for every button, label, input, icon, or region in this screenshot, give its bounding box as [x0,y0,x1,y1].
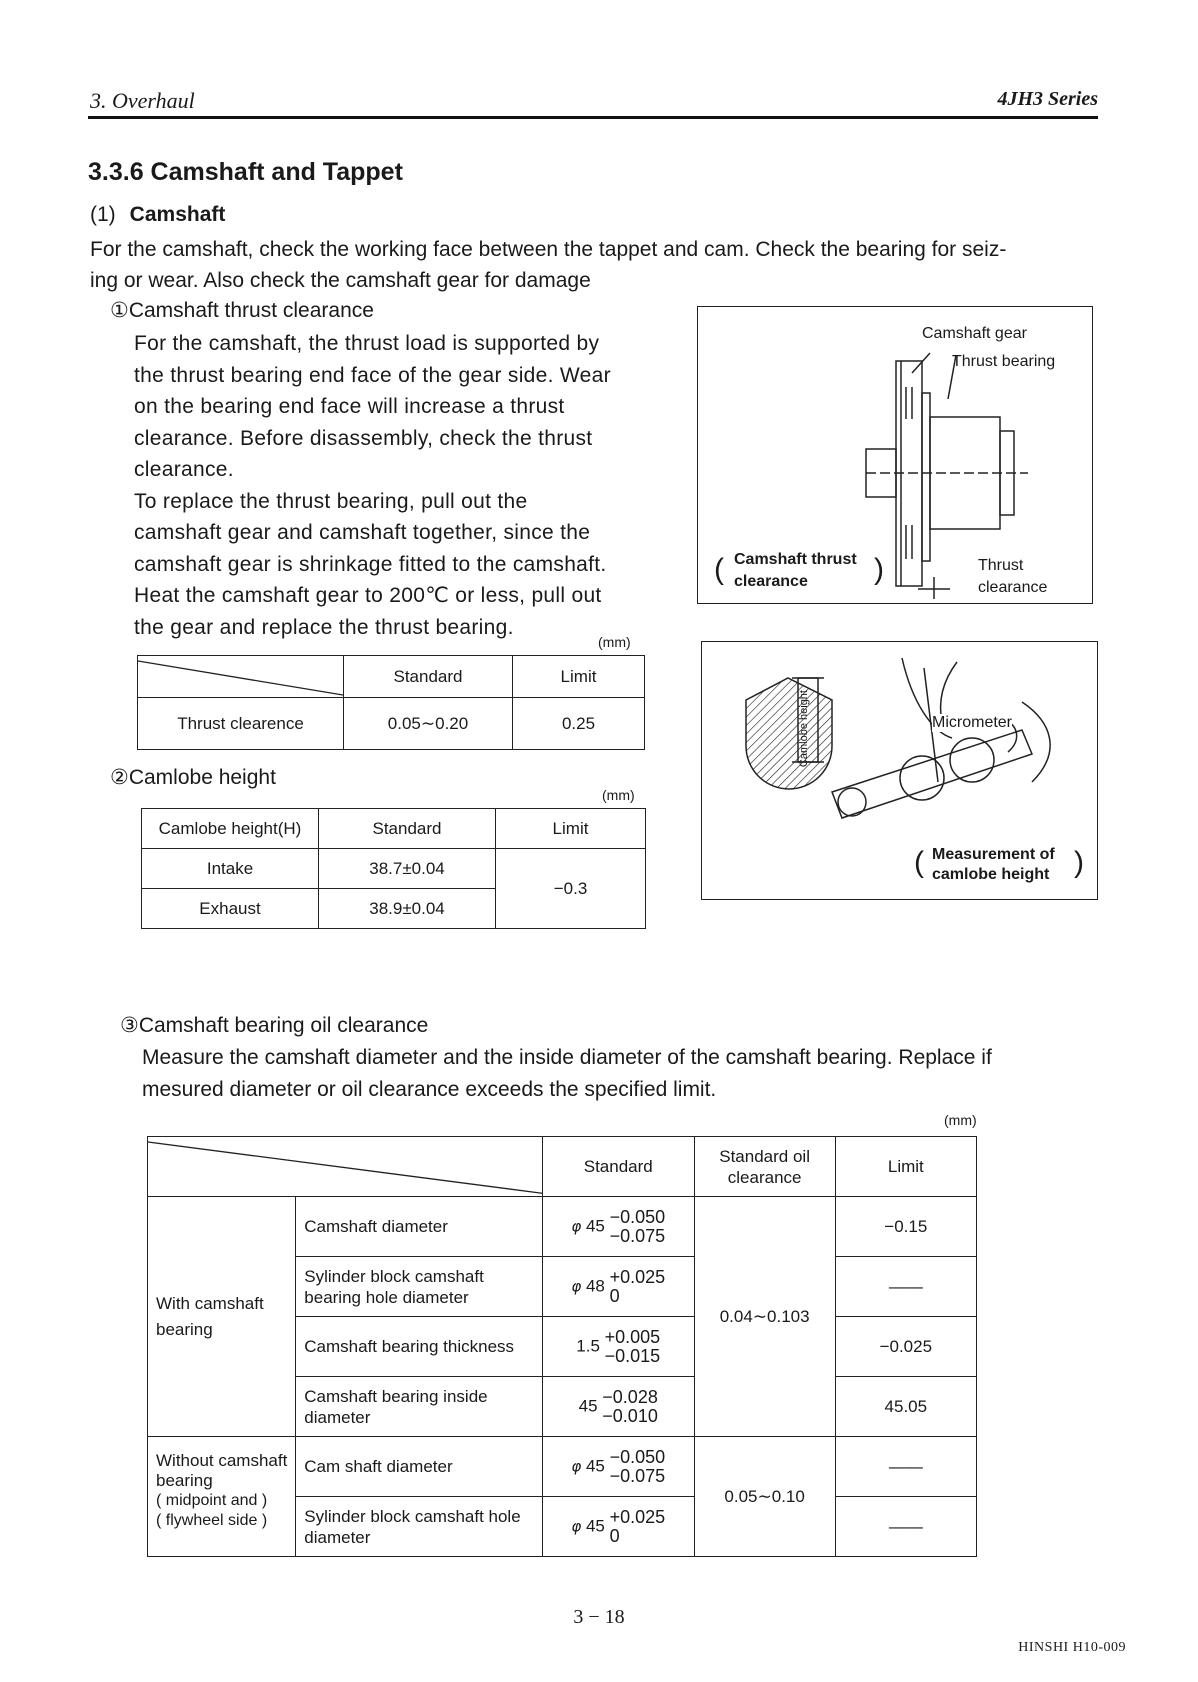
standard-value: 0.05∼0.20 [344,698,513,750]
intro-line: ing or wear. Also check the camshaft gear for damage [90,269,591,292]
col-standard-oil-clearance [694,1137,835,1197]
item1-title: ①Camshaft thrust clearance [110,299,374,322]
body-line: the gear and replace the thrust bearing. [134,615,514,639]
col-standard: Standard [344,656,513,698]
item1-body [134,328,654,643]
lower-tol: 0 [609,1525,620,1546]
lower-tol: −0.075 [609,1465,666,1486]
item-line: diameter [304,1407,371,1427]
phi-symbol: φ [571,1216,582,1235]
paren-left: ( [714,553,724,586]
label-camshaft-gear: Camshaft gear [922,325,1027,342]
item3-title: ③Camshaft bearing oil clearance [120,1014,429,1037]
col-limit: Limit [496,809,646,849]
section-title: 3.3.6 Camshaft and Tappet [88,158,403,186]
figure-camlobe-measurement [701,641,1098,900]
item-line: Sylinder block camshaft [304,1266,484,1286]
item2-title: ②Camlobe height [110,766,276,789]
base-value: 45 [578,1395,598,1415]
oil-clearance-table [147,1136,977,1557]
group-line: ( midpoint and ) [156,1492,268,1509]
limit-value: −0.3 [496,849,646,929]
limit-value: 0.25 [513,698,645,750]
body-line: mesured diameter or oil clearance exceeds the specified limit. [142,1078,717,1101]
intake-standard: 38.7±0.04 [319,849,496,889]
diagonal-line [148,1138,542,1196]
col-limit: Limit [835,1137,976,1197]
group-line: Without camshaft [156,1451,288,1470]
label-thrust-clearance: clearance [978,579,1048,596]
col-oil-line: clearance [727,1167,802,1187]
row-intake: Intake [142,849,319,889]
base-value: 45 [585,1455,605,1475]
tolerance [602,1388,658,1426]
upper-tol: −0.050 [609,1446,666,1467]
page-number: 3 − 18 [573,1606,625,1628]
std-cam-shaft-diameter [542,1437,694,1497]
document-id: HINSHI H10-009 [1018,1640,1126,1655]
item-camshaft-diameter: Camshaft diameter [296,1197,543,1257]
group-line: ( flywheel side ) [156,1512,268,1529]
col-limit: Limit [513,656,645,698]
limit-camshaft-diameter: −0.15 [835,1197,976,1257]
item-line: diameter [304,1527,371,1547]
lower-tol: −0.075 [609,1225,666,1246]
std-bearing-hole-diameter [542,1257,694,1317]
limit-block-hole-diameter: —— [835,1497,976,1557]
row-exhaust: Exhaust [142,889,319,929]
body-line: the thrust bearing end face of the gear side. Wear [134,363,611,387]
body-line: camshaft gear is shrinkage fitted to the camshaft. [134,552,607,576]
header-rule [88,116,1098,119]
item-bearing-inside-diameter [296,1377,543,1437]
upper-tol: −0.050 [609,1206,666,1227]
group-without-bearing [148,1437,296,1557]
exhaust-standard: 38.9±0.04 [319,889,496,929]
label-clearance: clearance [734,573,808,590]
label-measurement-of: Measurement of [932,846,1055,863]
base-value: 1.5 [576,1335,600,1355]
item-cam-shaft-diameter: Cam shaft diameter [296,1437,543,1497]
col-camlobe: Camlobe height(H) [142,809,319,849]
row-label: Thrust clearence [138,698,344,750]
phi-symbol: φ [571,1276,582,1295]
limit-bearing-thickness: −0.025 [835,1317,976,1377]
phi-symbol: φ [571,1456,582,1475]
paren-left: ( [914,846,924,879]
body-line: To replace the thrust bearing, pull out the [134,489,528,513]
lower-tol: −0.015 [604,1345,661,1366]
item1-unit: (mm) [598,634,631,650]
limit-cam-shaft-diameter: —— [835,1437,976,1497]
paren-right: ) [1074,846,1084,879]
limit-bearing-inside-diameter: 45.05 [835,1377,976,1437]
item-block-hole-diameter [296,1497,543,1557]
subsection-number: (1) [90,203,116,226]
figure-camshaft-gear [697,306,1093,604]
col-standard: Standard [542,1137,694,1197]
group-line-text: midpoint and [165,1492,258,1509]
diagonal-header-cell [148,1137,543,1197]
label-thrust: Thrust [978,557,1024,574]
paren-right: ) [874,553,884,586]
item-bearing-thickness: Camshaft bearing thickness [296,1317,543,1377]
body-line: on the bearing end face will increase a thrust [134,395,565,418]
label-thrust-bearing: Thrust bearing [952,353,1056,370]
item2-unit: (mm) [602,787,635,803]
header-series: 4JH3 Series [997,88,1098,110]
thrust-clearance-table [137,655,645,750]
oil-clearance-group2: 0.05∼0.10 [694,1437,835,1557]
tolerance [610,1508,666,1546]
group-line-text: flywheel side [165,1512,258,1529]
col-oil-line: Standard oil [719,1146,810,1166]
upper-tol: −0.028 [602,1386,658,1407]
std-block-hole-diameter [542,1497,694,1557]
item-line: Camshaft bearing inside [304,1386,488,1406]
camlobe-height-table [141,808,646,929]
item3-unit: (mm) [944,1112,977,1128]
phi-symbol: φ [571,1516,582,1535]
body-line: clearance. [134,458,234,481]
lower-tol: −0.010 [602,1405,658,1426]
intro-line: For the camshaft, check the working face between the tappet and cam. Check the bearing for seiz- [90,238,1007,261]
lower-tol: 0 [609,1285,620,1306]
item3-body [142,1042,1122,1106]
body-line: Heat the camshaft gear to 200℃ or less, pull out [134,584,602,607]
item-line: Sylinder block camshaft hole [304,1506,521,1526]
intro-paragraph [90,234,1120,296]
item-line: bearing hole diameter [304,1287,469,1307]
body-line: Measure the camshaft diameter and the inside diameter of the camshaft bearing. Replace if [142,1046,992,1069]
std-bearing-inside-diameter [542,1377,694,1437]
group-line: bearing [156,1471,213,1490]
tolerance [610,1268,666,1306]
tolerance [610,1448,666,1486]
base-value: 48 [585,1275,605,1295]
label-camlobe-height-rotated: Camlobe height [798,690,810,768]
header-section: 3. Overhaul [90,88,195,113]
limit-bearing-hole-diameter: —— [835,1257,976,1317]
body-line: For the camshaft, the thrust load is supported by [134,332,600,355]
label-camshaft-thrust: Camshaft thrust [734,551,857,568]
base-value: 45 [585,1215,605,1235]
upper-tol: +0.025 [609,1506,666,1527]
subsection-name: Camshaft [129,203,226,226]
std-bearing-thickness [542,1317,694,1377]
subsection-title [90,203,225,227]
upper-tol: +0.025 [609,1266,666,1287]
tolerance [610,1208,666,1246]
diagonal-line [138,657,343,697]
label-camlobe-height: camlobe height [932,866,1050,883]
diagonal-header-cell [138,656,344,698]
group-with-bearing: With camshaft bearing [148,1197,296,1437]
body-line: clearance. Before disassembly, check the thrust [134,426,593,450]
std-camshaft-diameter [542,1197,694,1257]
item-bearing-hole-diameter [296,1257,543,1317]
col-standard: Standard [319,809,496,849]
body-line: camshaft gear and camshaft together, since the [134,521,591,544]
label-micrometer: Micrometer [932,714,1013,731]
upper-tol: +0.005 [604,1326,661,1347]
tolerance [605,1328,661,1366]
base-value: 45 [585,1515,605,1535]
oil-clearance-group1: 0.04∼0.103 [694,1197,835,1437]
